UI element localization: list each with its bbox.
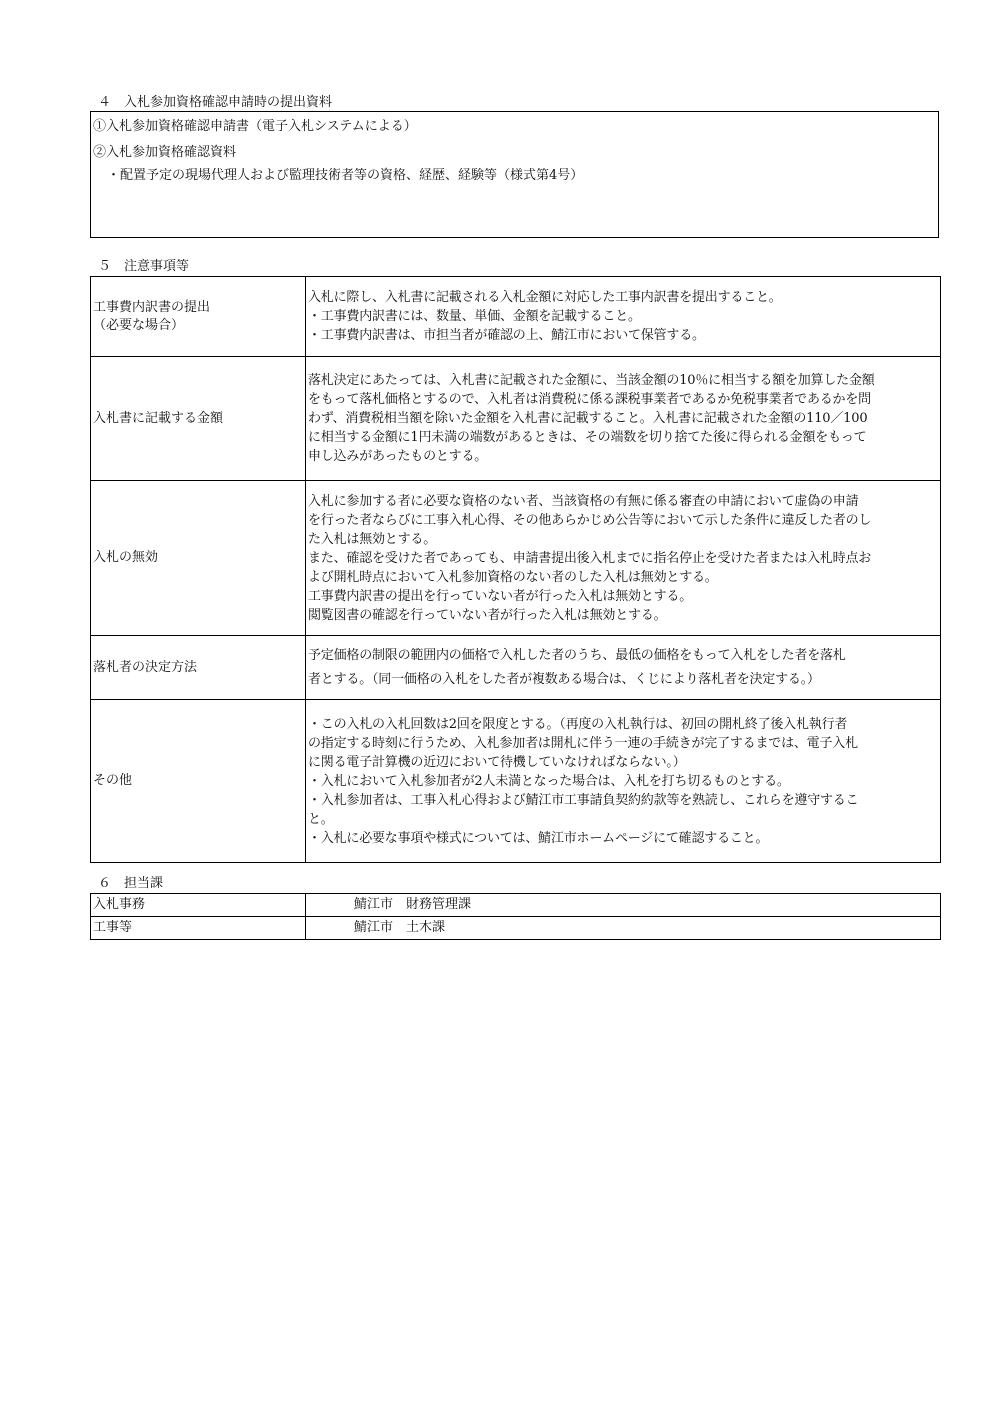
department-value: 鯖江市 財務管理課 <box>306 894 941 917</box>
row-content-line: に関る電子計算機の近辺において待機していなければならない。） <box>308 754 686 770</box>
row-content-line: 予定価格の制限の範囲内の価格で入札した者のうち、最低の価格をもって入札をした者を落札 <box>308 647 846 663</box>
row-content <box>306 481 941 636</box>
row-content-line: 入札に参加する者に必要な資格のない者、当該資格の有無に係る審査の申請において虚偽の申請 <box>308 493 859 509</box>
row-content-line: 者とする。（同一価格の入札をした者が複数ある場合は、くじにより落札者を決定する。） <box>308 671 820 687</box>
table-row <box>91 357 941 481</box>
row-content-line: ・工事費内訳書には、数量、単価、金額を記載すること。 <box>308 309 641 324</box>
row-content-line: 落札決定にあたっては、入札書に記載された金額に、当該金額の10％に相当する額を加算した金額 <box>308 373 875 388</box>
row-content <box>306 700 941 863</box>
row-content-line: と。 <box>308 811 334 827</box>
row-content-line: の指定する時刻に行うため、入札参加者は開札に伴う一連の手続きが完了するまでは、電子入札 <box>308 735 858 751</box>
row-content-line: 工事費内訳書の提出を行っていない者が行った入札は無効とする。 <box>308 588 693 604</box>
row-content-line: た入札は無効とする。 <box>308 531 437 547</box>
row-label-line: 落札者の決定方法 <box>93 659 198 675</box>
row-label-line: 入札書に記載する金額 <box>93 410 224 426</box>
notes-table <box>90 276 941 863</box>
row-label-line: その他 <box>93 773 133 788</box>
row-content-line: よび開札時点において入札参加資格のない者のした入札は無効とする。 <box>308 569 718 585</box>
row-label-line: 入札の無効 <box>93 550 159 565</box>
row-label <box>91 357 306 481</box>
row-content-line: 閲覧図書の確認を行っていない者が行った入札は無効とする。 <box>308 607 667 623</box>
row-label <box>91 277 306 357</box>
department-value: 鯖江市 土木課 <box>306 917 941 940</box>
row-label <box>91 700 306 863</box>
table-row <box>91 636 941 700</box>
section4-heading: ４ 入札参加資格確認申請時の提出資料 <box>98 95 333 110</box>
row-content-line: ・入札において入札参加者が2人未満となった場合は、入札を打ち切るものとする。 <box>308 773 790 789</box>
section4-box <box>90 111 939 238</box>
table-row <box>91 481 941 636</box>
row-content <box>306 636 941 700</box>
row-content-line: また、確認を受けた者であっても、申請書提出後入札までに指名停止を受けた者または入札時点お <box>308 550 872 566</box>
section4-item: ①入札参加資格確認申請書（電子入札システムによる） <box>93 119 417 134</box>
row-label-line: （必要な場合） <box>93 317 185 333</box>
department-label: 工事等 <box>91 917 306 940</box>
row-content <box>306 357 941 481</box>
section5-heading: ５ 注意事項等 <box>98 259 190 274</box>
section6-heading: ６ 担当課 <box>98 876 164 891</box>
row-content-line: わず、消費税相当額を除いた金額を入札書に記載すること。入札書に記載された金額の110／100 <box>308 411 868 426</box>
row-content-line: ・入札に必要な事項や様式については、鯖江市ホームページにて確認すること。 <box>308 830 769 846</box>
row-label <box>91 481 306 636</box>
row-content-line: ・工事費内訳書は、市担当者が確認の上、鯖江市において保管する。 <box>308 328 705 343</box>
table-row <box>91 917 941 940</box>
row-content-line: をもって落札価格とするので、入札者は消費税に係る課税事業者であるか免税事業者であるかを問 <box>308 392 871 407</box>
row-content <box>306 277 941 357</box>
row-content-line: ・入札参加者は、工事入札心得および鯖江市工事請負契約約款等を熟読し、これらを遵守するこ <box>308 792 859 808</box>
department-label: 入札事務 <box>91 894 306 917</box>
section4-item: ・配置予定の現場代理人および監理技術者等の資格、経歴、経験等（様式第4号） <box>107 168 584 183</box>
row-content-line: に相当する金額に1円未満の端数があるときは、その端数を切り捨てた後に得られる金額をもって <box>308 430 867 445</box>
table-row <box>91 700 941 863</box>
row-content-line: 申し込みがあったものとする。 <box>308 449 488 464</box>
section4-item: ②入札参加資格確認資料 <box>93 145 237 160</box>
row-label-line: 工事費内訳書の提出 <box>93 299 211 315</box>
row-label <box>91 636 306 700</box>
row-content-line: 入札に際し、入札書に記載される入札金額に対応した工事内訳書を提出すること。 <box>308 290 782 305</box>
table-row <box>91 277 941 357</box>
department-table <box>90 893 941 940</box>
row-content-line: を行った者ならびに工事入札心得、その他あらかじめ公告等において示した条件に違反した者のし <box>308 512 872 528</box>
row-content-line: ・この入札の入札回数は2回を限度とする。（再度の入札執行は、初回の開札終了後入札執行者 <box>308 716 848 732</box>
table-row <box>91 894 941 917</box>
